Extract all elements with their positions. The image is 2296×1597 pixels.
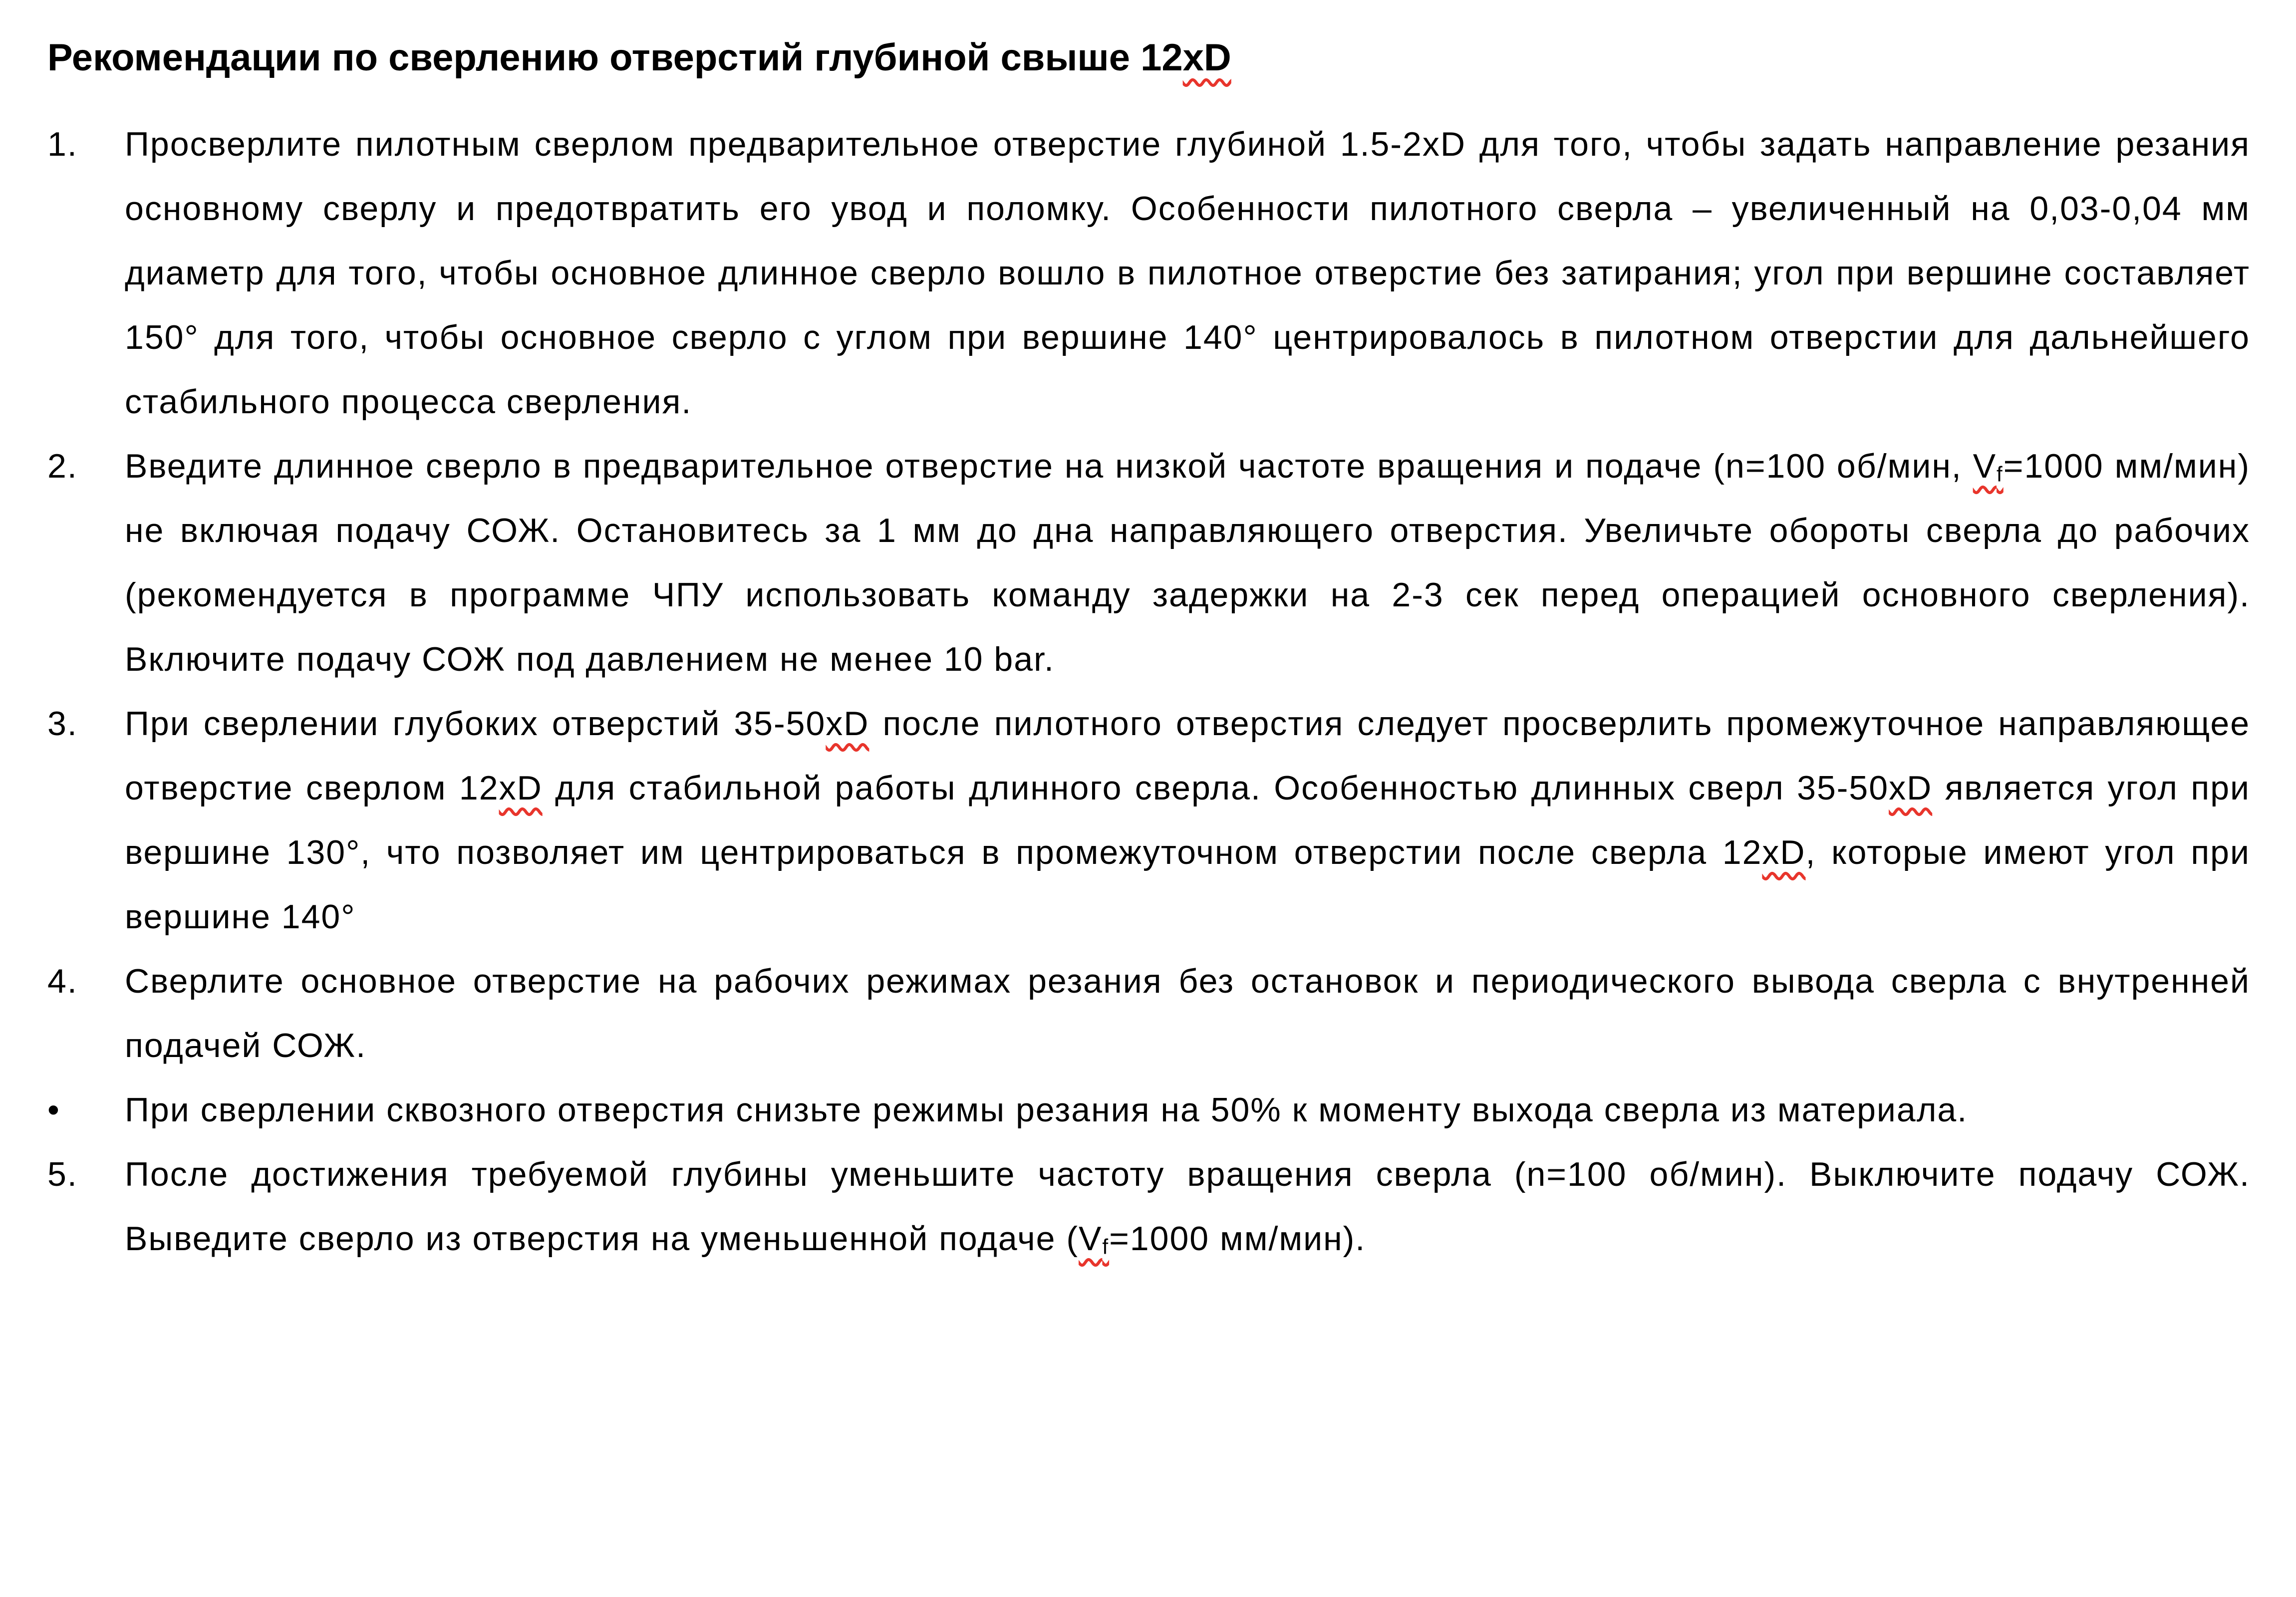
text-run: После достижения требуемой глубины уменьшите частоту вращения сверла (n=100 об/мин). Выключите подачу СОЖ. Выведите сверло из отверстия на уменьшенной подаче ( (125, 1155, 2250, 1258)
misspelled-run: xD (1889, 769, 1933, 807)
list-item (47, 1078, 2250, 1142)
text-run: При сверлении сквозного отверстия снизьте режимы резания на 50% к моменту выхода сверла из материала. (125, 1091, 1968, 1129)
list-item-text (125, 1078, 2250, 1142)
list-item (47, 1142, 2250, 1271)
list-item-text (125, 692, 2250, 949)
text-run: для стабильной работы длинного сверла. Особенностью длинных сверл 35-50 (542, 769, 1889, 807)
list-item-marker: 4. (47, 962, 78, 1000)
list-item (47, 434, 2250, 692)
misspelled-run: xD (1762, 833, 1806, 871)
text-run: является угол при вершине 130°, что позволяет им центрироваться в промежуточном отверстии после сверла 12 (125, 769, 2251, 871)
list-item-text (125, 1142, 2250, 1271)
list-item (47, 112, 2250, 434)
misspelled-run (1973, 447, 2004, 485)
text-run: Рекомендации по сверлению отверстий глубиной свыше 12 (47, 36, 1183, 79)
subscript-run: f (1102, 1235, 1110, 1259)
recommendations-list (47, 112, 2250, 1271)
misspelled-run (1079, 1220, 1109, 1258)
list-item (47, 949, 2250, 1078)
text-run: , которые имеют угол при вершине 140° (125, 833, 2250, 936)
list-item-text (125, 112, 2250, 434)
text-run: При сверлении глубоких отверстий 35-50 (125, 705, 826, 743)
list-item-marker: 3. (47, 705, 78, 743)
text-run: Сверлите основное отверстие на рабочих режимах резания без остановок и периодического вывода сверла с внутренней подачей СОЖ. (125, 962, 2250, 1065)
list-item-text (125, 434, 2250, 692)
list-item-marker: 5. (47, 1155, 78, 1193)
text-run: после пилотного отверстия следует просверлить промежуточное направляющее отверстие сверлом 12 (125, 705, 2251, 807)
text-run: V (1973, 447, 1997, 485)
document-title (47, 29, 2250, 86)
misspelled-run: xD (826, 705, 869, 743)
subscript-run: f (1997, 462, 2004, 486)
list-item-marker: 1. (47, 125, 78, 163)
list-item-marker: 2. (47, 447, 78, 485)
text-run: V (1079, 1220, 1103, 1258)
list-item (47, 692, 2250, 949)
misspelled-run: xD (499, 769, 543, 807)
text-run: Просверлите пилотным сверлом предварительное отверстие глубиной 1.5-2xD для того, чтобы задать направление резания основному сверлу и предотвратить его увод и поломку. Особенности пилотного сверла – увеличенный на 0,03-0,04 мм диаметр для того, чтобы основное длинное сверло вошло в пилотное отверстие без затирания; угол при вершине составляет 150° для того, чтобы основное сверло с углом при вершине 140° центрировалось в пилотном отверстии для дальнейшего стабильного процесса сверления. (125, 125, 2250, 421)
list-item-marker: • (47, 1091, 60, 1129)
text-run: =1000 мм/мин) не включая подачу СОЖ. Остановитесь за 1 мм до дна направляющего отверстия. Увеличьте обороты сверла до рабочих (рекомендуется в программе ЧПУ использовать команду задержки на 2-3 сек перед операцией основного сверления). Включите подачу СОЖ под давлением не менее 10 bar. (125, 447, 2250, 678)
list-item-text (125, 949, 2250, 1078)
text-run: =1000 мм/мин). (1109, 1220, 1366, 1258)
text-run: Введите длинное сверло в предварительное отверстие на низкой частоте вращения и подаче (n=100 об/мин, (125, 447, 1973, 485)
misspelled-run: xD (1182, 36, 1231, 79)
